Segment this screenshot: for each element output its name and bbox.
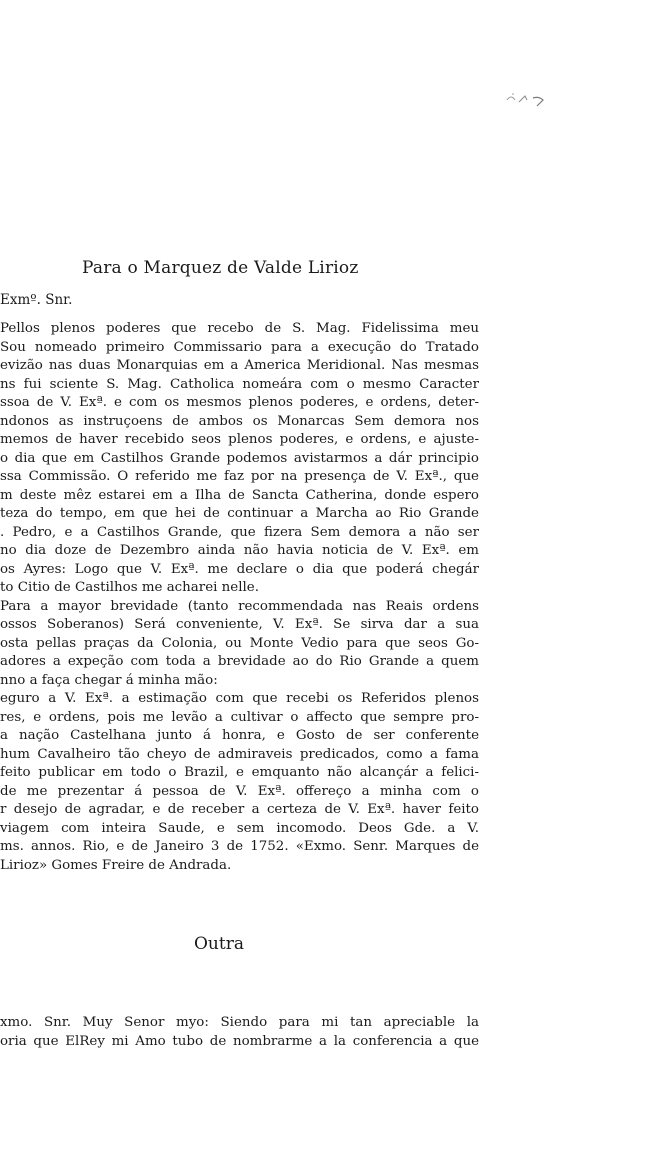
text-line: ndonos as instruçoens de ambos os Monarcas Sem demora nos <box>0 413 479 429</box>
letter-heading: Para o Marquez de Valde Lirioz <box>82 258 359 278</box>
letter-salutation: Exmº. Snr. <box>0 292 73 308</box>
text-line: oria que ElRey mi Amo tubo de nombrarme a la conferencia a que <box>0 1033 479 1049</box>
text-line: feito publicar em todo o Brazil, e emquanto não alcançár a felici- <box>0 765 479 780</box>
text-line: xmo. Snr. Muy Senor myo: Siendo para mi tan apreciable la <box>0 1015 479 1030</box>
text-line: nno a faça chegar á minha mão: <box>0 672 218 688</box>
text-line: r desejo de agradar, e de receber a certeza de V. Exª. haver feito <box>0 802 479 817</box>
text-line: Para a mayor brevidade (tanto recommendada nas Reais ordens <box>0 598 479 614</box>
text-line: res, e ordens, pois me levão a cultivar o affecto que sempre pro- <box>0 709 479 725</box>
text-line: Pellos plenos poderes que recebo de S. Mag. Fidelissima meu <box>0 321 479 336</box>
text-line: osta pellas praças da Colonia, ou Monte Vedio para que seos Go- <box>0 635 479 651</box>
text-line: ms. annos. Rio, e de Janeiro 3 de 1752. «Exmo. Senr. Marques de <box>0 839 479 854</box>
text-line: ssa Commissão. O referido me faz por na presença de V. Exª., que <box>0 469 479 484</box>
text-line: adores a expeção com toda a brevidade ao do Rio Grande a quem <box>0 654 479 669</box>
text-line: to Citio de Castilhos me acharei nelle. <box>0 580 259 595</box>
text-line: teza do tempo, em que hei de continuar a Marcha ao Rio Grande <box>0 506 479 521</box>
text-line: ssoa de V. Exª. e com os mesmos plenos poderes, e ordens, deter- <box>0 395 479 410</box>
text-line: os Ayres: Logo que V. Exª. me declare o dia que poderá chegár <box>0 561 479 577</box>
text-line: no dia doze de Dezembro ainda não havia noticia de V. Exª. em <box>0 543 479 558</box>
second-letter-heading: Outra <box>194 934 244 954</box>
text-line: eguro a V. Exª. a estimação com que recebi os Referidos plenos <box>0 691 479 706</box>
text-line: . Pedro, e a Castilhos Grande, que fizera Sem demora a não ser <box>0 524 479 540</box>
second-letter-body <box>0 1014 479 1051</box>
text-line: a nação Castelhana junto á honra, e Gosto de ser conferente <box>0 728 479 743</box>
text-line: Lirioz» Gomes Freire de Andrada. <box>0 857 232 873</box>
text-line: de me prezentar á pessoa de V. Exª. offereço a minha com o <box>0 783 479 799</box>
letter-body <box>0 320 479 875</box>
text-line: o dia que em Castilhos Grande podemos avistarmos a dár principio <box>0 450 479 466</box>
text-line: viagem com inteira Saude, e sem incomodo. Deos Gde. a V. <box>0 820 479 836</box>
text-line: Sou nomeado primeiro Commissario para a execução do Tratado <box>0 339 479 355</box>
text-line: memos de haver recebido seos plenos poderes, e ordens, e ajuste- <box>0 432 479 447</box>
text-line: ns fui sciente S. Mag. Catholica nomeára com o mesmo Caracter <box>0 376 479 392</box>
ink-smudge <box>503 88 551 110</box>
text-line: hum Cavalheiro tão cheyo de admiraveis predicados, como a fama <box>0 746 479 762</box>
text-line: m deste mêz estarei em a Ilha de Sancta Catherina, donde espero <box>0 487 479 503</box>
text-line: evizão nas duas Monarquias em a America Meridional. Nas mesmas <box>0 358 479 373</box>
text-line: ossos Soberanos) Será conveniente, V. Exª. Se sirva dar a sua <box>0 617 479 632</box>
